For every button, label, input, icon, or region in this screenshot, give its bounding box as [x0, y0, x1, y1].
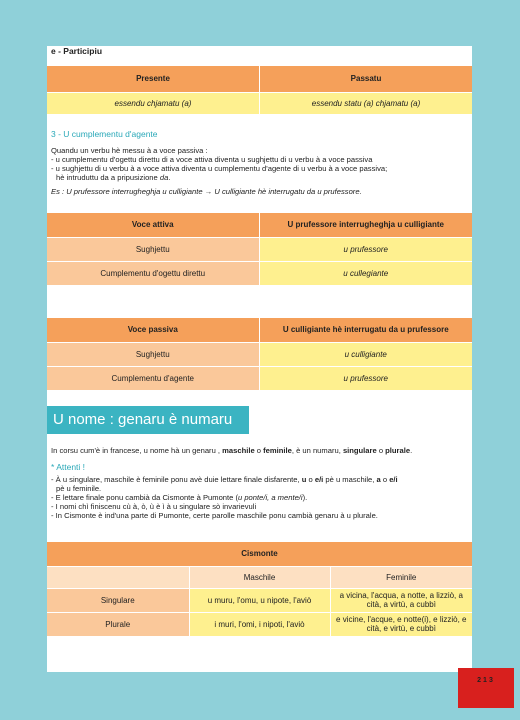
cismonte-row1-label: Plurale: [47, 612, 189, 636]
section3-title: 3 - U cumplementu d'agente: [51, 129, 158, 139]
cismonte-title: Cismonte: [47, 542, 472, 566]
attiva-row1-label: Cumplementu d'ogettu direttu: [47, 261, 259, 285]
participiu-cell-presente: essendu chjamatu (a): [47, 92, 260, 114]
page: [47, 46, 472, 672]
attiva-row1-value: u cullegiante: [259, 261, 472, 285]
cismonte-header-maschile: Maschile: [189, 566, 330, 588]
attiva-row0-value: u prufessore: [259, 237, 472, 261]
section3-text: [51, 146, 469, 196]
participiu-table: [47, 66, 472, 114]
page-number: 213: [458, 668, 514, 708]
section3-bullet2: - u sughjettu di u verbu à a voce attiva diventa u cumplementu d'agente di u verbu à a voce passiva;: [51, 164, 388, 173]
nome-bullet3: - I nomi chì finiscenu cù à, ò, ù è ì à u singulare sò invarievuli: [51, 502, 257, 511]
cismonte-empty-header: [47, 566, 189, 588]
passiva-row1-label: Cumplementu d'agente: [47, 366, 259, 390]
voce-attiva-table: [47, 213, 472, 285]
passiva-header-1: U culligiante hè interrugatu da u prufessore: [259, 318, 472, 342]
nome-intro: In corsu cum'è in francese, u nome hà un genaru , maschile o feminile, è un numaru, singulare o plurale.: [51, 446, 413, 455]
attenti-heading: * Attenti !: [51, 462, 86, 472]
section3-example: Es : U prufessore interrugheghja u culligiante → U culligiante hè interrugatu da u prufessore.: [51, 187, 362, 196]
cismonte-row1-feminile: e vicine, l'acque, e notte(i), e lizziò, e cità, e virtù, e cubbì: [330, 612, 472, 636]
passiva-header-0: Voce passiva: [47, 318, 259, 342]
attiva-header-0: Voce attiva: [47, 213, 259, 237]
nome-banner: U nome : genaru è numaru: [47, 406, 249, 434]
cismonte-row0-feminile: a vicina, l'acqua, a notte, a lizziò, a cità, a virtù, a cubbì: [330, 588, 472, 612]
participiu-header-passatu: Passatu: [260, 66, 473, 92]
cismonte-table: [47, 542, 472, 636]
cismonte-row0-maschile: u muru, l'omu, u nipote, l'aviò: [189, 588, 330, 612]
cismonte-header-feminile: Feminile: [330, 566, 472, 588]
participiu-cell-passatu: essendu statu (a) chjamatu (a): [260, 92, 473, 114]
voce-passiva-table: [47, 318, 472, 390]
passiva-row1-value: u prufessore: [259, 366, 472, 390]
section3-bullet1: - u cumplementu d'ogettu direttu di a voce attiva diventa u sughjettu di u verbu à a voce passiva: [51, 155, 373, 164]
section-title-participiu: e - Participiu: [51, 46, 103, 56]
attiva-row0-label: Sughjettu: [47, 237, 259, 261]
cismonte-row0-label: Singulare: [47, 588, 189, 612]
nome-bullet2: - E lettare finale ponu cambià da Cismonte à Pumonte (u ponte/i, a mente/i).: [51, 493, 308, 502]
passiva-row0-label: Sughjettu: [47, 342, 259, 366]
nome-bullet1-cont: pè u feminile.: [56, 484, 102, 493]
nome-bullets: [51, 475, 469, 520]
attiva-header-1: U prufessore interrugheghja u culligiante: [259, 213, 472, 237]
section3-intro: Quandu un verbu hè messu à a voce passiva :: [51, 146, 208, 155]
nome-bullet4: - In Cismonte è ind'una parte di Pumonte, certe parolle maschile ponu cambià genaru à u plurale.: [51, 511, 378, 520]
cismonte-row1-maschile: i muri, l'omi, i nipoti, l'aviò: [189, 612, 330, 636]
section3-bullet2-cont: hè intruduttu da a pripusizione da.: [56, 173, 171, 182]
participiu-header-presente: Presente: [47, 66, 260, 92]
passiva-row0-value: u culligiante: [259, 342, 472, 366]
nome-bullet1: - À u singulare, maschile è feminile ponu avè duie lettare finale disfarente, u o e/i pè u maschile, a o e/i: [51, 475, 398, 484]
